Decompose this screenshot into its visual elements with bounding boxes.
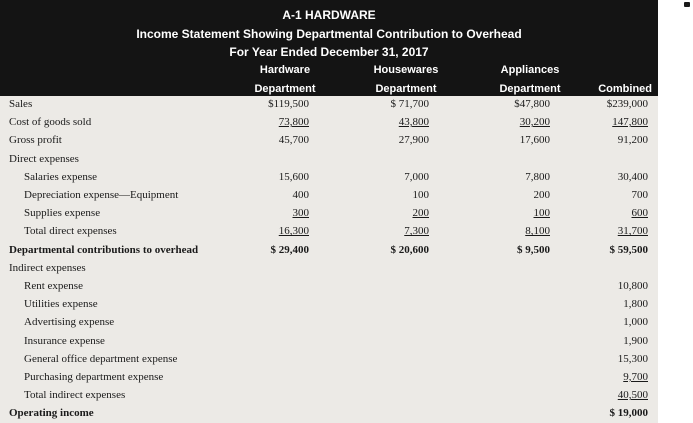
statement-row xyxy=(0,260,658,278)
row-value: 700 xyxy=(631,189,648,201)
row-label: Purchasing department expense xyxy=(24,371,164,383)
row-value: 7,000 xyxy=(404,170,429,183)
statement-period: For Year Ended December 31, 2017 xyxy=(229,45,429,59)
row-label: Salaries expense xyxy=(24,170,97,183)
row-value: 10,800 xyxy=(617,280,648,292)
row-value: 200 xyxy=(412,207,429,220)
statement-row xyxy=(0,333,658,351)
statement-row xyxy=(0,114,658,132)
row-label: Operating income xyxy=(9,407,94,420)
row-label: Total direct expenses xyxy=(24,225,117,238)
row-label: Rent expense xyxy=(24,280,83,292)
row-label: Utilities expense xyxy=(24,298,98,311)
statement-row xyxy=(0,151,658,169)
statement-row xyxy=(0,405,658,423)
statement-header xyxy=(0,0,658,96)
row-value: $ 9,500 xyxy=(517,243,550,256)
row-value: 17,600 xyxy=(519,134,550,147)
row-value: 91,200 xyxy=(617,134,648,147)
row-value: 16,300 xyxy=(278,225,309,238)
row-label: Depreciation expense—Equipment xyxy=(24,189,179,201)
statement-row xyxy=(0,387,658,405)
col-housewares-line1: Housewares xyxy=(373,64,439,76)
row-value: 73,800 xyxy=(278,116,309,129)
row-value: $47,800 xyxy=(514,98,550,110)
col-housewares-line2: Department xyxy=(375,83,437,95)
row-value: $ 20,600 xyxy=(390,243,429,256)
statement-row xyxy=(0,205,658,223)
statement-row xyxy=(0,132,658,150)
statement-body xyxy=(0,96,658,423)
row-label: Sales xyxy=(9,98,33,110)
statement-row xyxy=(0,223,658,241)
row-value: $119,500 xyxy=(268,98,309,110)
row-label: General office department expense xyxy=(24,352,178,365)
row-label: Cost of goods sold xyxy=(9,116,92,129)
row-label: Gross profit xyxy=(9,134,62,147)
row-value: 8,100 xyxy=(525,225,550,238)
statement-row xyxy=(0,242,658,260)
statement-row xyxy=(0,296,658,314)
statement-row xyxy=(0,278,658,296)
side-margin xyxy=(658,0,693,423)
statement-row xyxy=(0,96,658,114)
row-value: 400 xyxy=(292,189,309,201)
statement-row xyxy=(0,351,658,369)
row-value: 147,800 xyxy=(612,116,648,129)
row-value: $ 71,700 xyxy=(390,98,429,110)
row-label: Departmental contributions to overhead xyxy=(9,243,199,256)
row-label: Indirect expenses xyxy=(9,261,86,274)
row-label: Supplies expense xyxy=(24,207,101,220)
row-value: 40,500 xyxy=(617,389,648,402)
row-value: 9,700 xyxy=(623,371,648,383)
row-value: $ 19,000 xyxy=(609,407,648,420)
row-value: 100 xyxy=(533,207,550,220)
row-value: 1,900 xyxy=(623,334,648,347)
row-value: 45,700 xyxy=(278,134,309,147)
statement-title: Income Statement Showing Departmental Contribution to Overhead xyxy=(136,27,522,41)
row-label: Advertising expense xyxy=(24,316,115,329)
row-label: Direct expenses xyxy=(9,152,79,165)
col-appliances-line2: Department xyxy=(499,83,561,95)
row-value: 1,800 xyxy=(623,298,648,311)
row-value: 300 xyxy=(292,207,309,220)
company-name: A-1 HARDWARE xyxy=(282,8,376,22)
row-value: 100 xyxy=(412,189,429,201)
row-value: 200 xyxy=(533,189,550,201)
statement-row xyxy=(0,314,658,332)
row-label: Insurance expense xyxy=(24,334,105,347)
row-value: 31,700 xyxy=(617,225,648,238)
row-value: 43,800 xyxy=(398,116,429,129)
row-value: 7,800 xyxy=(525,170,550,183)
col-hardware-line1: Hardware xyxy=(259,64,311,76)
cursor-mark-icon xyxy=(684,2,690,7)
col-hardware-line2: Department xyxy=(254,83,316,95)
col-combined-line2: Combined xyxy=(598,83,652,95)
row-value: 15,300 xyxy=(617,352,648,365)
row-value: 27,900 xyxy=(398,134,429,147)
col-appliances-line1: Appliances xyxy=(500,64,560,76)
row-value: $ 59,500 xyxy=(609,243,648,256)
statement-row xyxy=(0,169,658,187)
row-value: $239,000 xyxy=(606,98,648,110)
row-value: $ 29,400 xyxy=(270,243,309,256)
row-value: 600 xyxy=(631,207,648,220)
row-value: 7,300 xyxy=(404,225,429,238)
row-value: 15,600 xyxy=(278,170,309,183)
row-value: 30,200 xyxy=(519,116,550,129)
row-label: Total indirect expenses xyxy=(24,389,126,402)
row-value: 1,000 xyxy=(623,316,648,329)
row-value: 30,400 xyxy=(617,170,648,183)
statement-row xyxy=(0,187,658,205)
statement-row xyxy=(0,369,658,387)
